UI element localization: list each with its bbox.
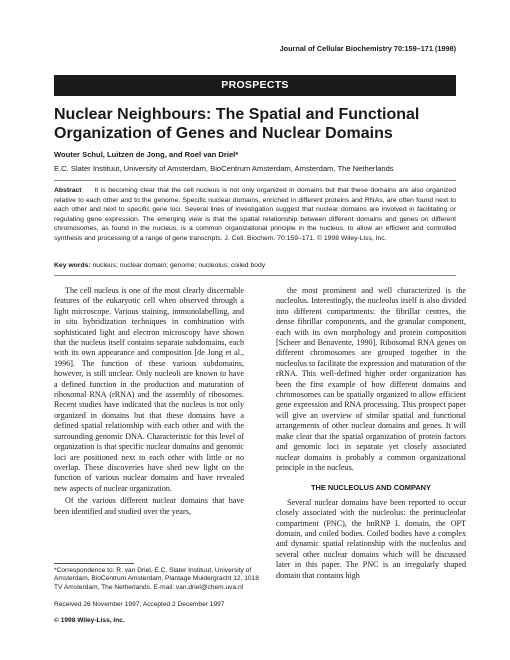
keywords-bottom-rule xyxy=(54,275,456,276)
body-paragraph: Several nuclear domains have been reported to occur closely associated with the nucleolus: the perinucleolar compartment (PNC), the hnRNP L domain, the OPT domain, and coiled bodies. Coiled bodies have a complex and dynamic spatial relationship with the nucleolus and several other nuclear domains which will be discussed later in this paper. The PNC is an irregularly shaped domain that contains high xyxy=(276,497,466,580)
abstract-top-rule xyxy=(54,180,456,181)
body-column-left xyxy=(54,286,244,517)
abstract-block xyxy=(54,186,456,243)
keywords-block xyxy=(54,262,456,269)
body-column-right xyxy=(276,286,466,581)
body-paragraph: Of the various different nuclear domains that have been identified and studied over the years, xyxy=(54,496,244,516)
journal-citation: Journal of Cellular Biochemistry 70:159–171 (1998) xyxy=(279,44,456,53)
body-paragraph: The cell nucleus is one of the most clearly discernable features of the eukaryotic cell when observed through a light microscope. Various staining, immunolabelling, and in situ hybridization techniques in combination with sophisticated light and electron microscopy have shown that the nucleus itself contains separate subdomains, each with its own appearance and composition [de Jong et al., 1996]. The function of these various subdomains, however, is still unclear. Only nucleoli are known to have a defined function in the production and maturation of ribosomal RNA (rRNA) and the assembly of ribosomes. Recent studies have indicated that the nucleus is not only organized in domains but that these domains have a defined spatial relationship with each other and with the surrounding genomic DNA. Characteristic for this level of organization is that specific nuclear domains and genomic loci are positioned next to each other with little or no overlap. These discoveries have shed new light on the function of various nuclear domains and have revealed new aspects of nuclear organization. xyxy=(54,286,244,493)
keywords-text: nucleus; nuclear domain; genome; nucleolus; coiled body xyxy=(92,262,266,269)
abstract-label: Abstract xyxy=(54,187,82,194)
copyright-notice: © 1998 Wiley-Liss, Inc. xyxy=(54,617,125,624)
footnote-rule xyxy=(54,563,134,564)
abstract-text: It is becoming clear that the cell nucleus is not only organized in domains but that these domains are also organized relative to each other and to the genome. Specific nuclear domains, enriched in different proteins and RNAs, are often found next to each other and next to specific gene loci. Several lines of investigation suggest that nuclear domains are involved in facilitating or regulating gene expression. The emerging view is that the spatial relationship between different domains and genes on different chromosomes, as found in the nucleus, is a common organizational principle in the nucleus, to allow an efficient and controlled synthesis and processing of a range of gene transcripts. J. Cell. Biochem. 70:159–171. xyxy=(54,187,456,242)
received-dates: Received 26 November 1997; Accepted 2 December 1997 xyxy=(54,601,225,608)
article-affiliation: E.C. Slater Instituut, University of Amsterdam, BioCentrum Amsterdam, Amsterdam, The Netherlands xyxy=(54,164,394,173)
section-heading: THE NUCLEOLUS AND COMPANY xyxy=(311,483,431,493)
abstract-copyright: © 1998 Wiley-Liss, Inc. xyxy=(316,234,387,242)
body-paragraph: the most prominent and well characterized is the nucleolus. Interestingly, the nucleolus itself is also divided into different compartments: the fibrillar centres, the dense fibrillar components, and the granular component, each with its own morphology and protein composition [Scheer and Benavente, 1990]. Ribosomal RNA genes on different chromosomes are grouped together in the nucleolus to facilitate the expression and maturation of the rRNA. This well-defined higher order organization has been the first example of how different domains and chromosomes can be spatially organized to allow efficient gene expression and RNA processing. This prospect paper will give an overview of similar spatial and functional arrangements of other nuclear domains and genes. It will make clear that the spatial organization of protein factors and genomic loci in separate yet closely associated nuclear domains is probably a common organizational principle in the nucleus. xyxy=(276,286,466,472)
section-banner: PROSPECTS xyxy=(54,75,456,96)
keywords-label: Key words: xyxy=(54,262,91,269)
correspondence-footnote: *Correspondence to: R. van Driel, E.C. Slater Instituut, University of Amsterdam, BioCentrum Amsterdam, Plantage Muidergracht 12, 1018 TV Amsterdam, The Netherlands. E-mail: van.driel@chem.uva.nl xyxy=(54,567,259,591)
article-title: Nuclear Neighbours: The Spatial and Functional Organization of Genes and Nuclear Domains xyxy=(54,106,420,142)
article-authors: Wouter Schul, Luitzen de Jong, and Roel van Driel* xyxy=(54,150,239,159)
